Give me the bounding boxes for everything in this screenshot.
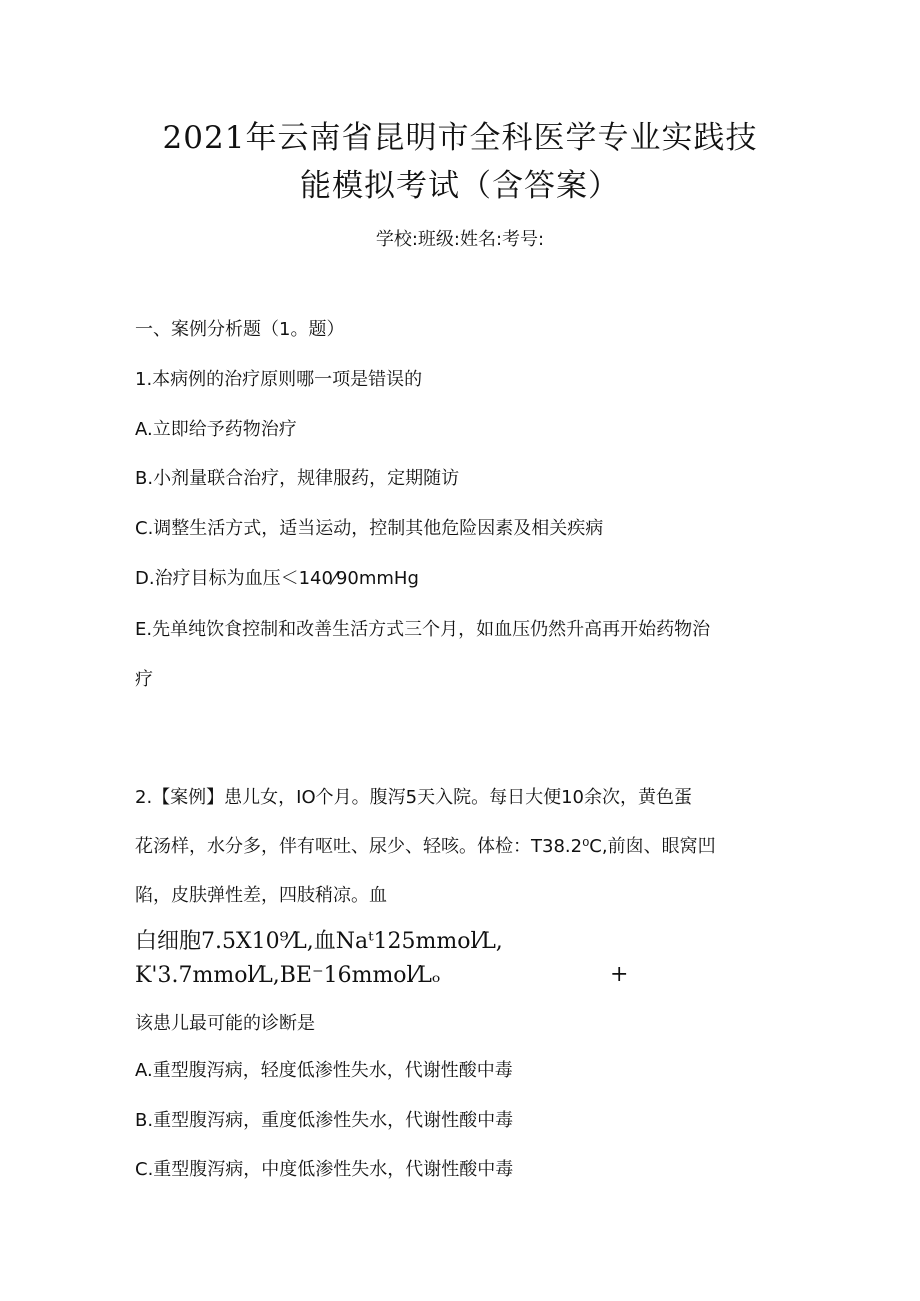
question-2-case-line-2: 花汤样，水分多，伴有呕吐、尿少、轻咳。体检：T38.2⁰C,前囱、眼窝凹 [135,836,716,857]
question-2-option-a: A.重型腹泻病，轻度低渗性失水，代谢性酸中毒 [135,1060,513,1081]
section-heading: 一、案例分析题（1。题） [135,319,345,340]
question-2-case-line-3: 陷，皮肤弹性差，四肢稍凉。血 [135,885,387,906]
question-1-option-e-continued: 疗 [135,669,153,690]
question-2-stem: 该患儿最可能的诊断是 [135,1013,315,1034]
question-1-option-a: A.立即给予药物治疗 [135,419,297,440]
document-title-line-1: 2021年云南省昆明市全科医学专业实践技 [162,120,758,156]
question-2-option-b: B.重型腹泻病，重度低渗性失水，代谢性酸中毒 [135,1110,514,1131]
question-1-option-e: E.先单纯饮食控制和改善生活方式三个月，如血压仍然升高再开始药物治 [135,619,711,640]
student-info-line: 学校:班级:姓名:考号: [375,229,545,250]
question-2-lab-line-2: K'3.7mmol⁄L,BE⁻16mmol⁄Lₒ [135,963,441,988]
question-1-option-d: D.治疗目标为血压＜140⁄90mmHg [135,568,419,589]
document-title-line-2: 能模拟考试（含答案） [300,168,620,204]
question-2-case-line-1: 2.【案例】患儿女，IO个月。腹泻5天入院。每日大便10余次，黄色蛋 [135,787,693,808]
question-2-lab-line-1: 白细胞7.5X10⁹⁄L,血Naᵗ125mmol⁄L, [135,929,503,954]
question-1-option-c: C.调整生活方式，适当运动，控制其他危险因素及相关疾病 [135,518,604,539]
question-2-option-c: C.重型腹泻病，中度低渗性失水，代谢性酸中毒 [135,1159,514,1180]
question-1-stem: 1.本病例的治疗原则哪一项是错误的 [135,369,423,390]
plus-mark: + [610,962,629,987]
question-1-option-b: B.小剂量联合治疗，规律服药，定期随访 [135,468,460,489]
